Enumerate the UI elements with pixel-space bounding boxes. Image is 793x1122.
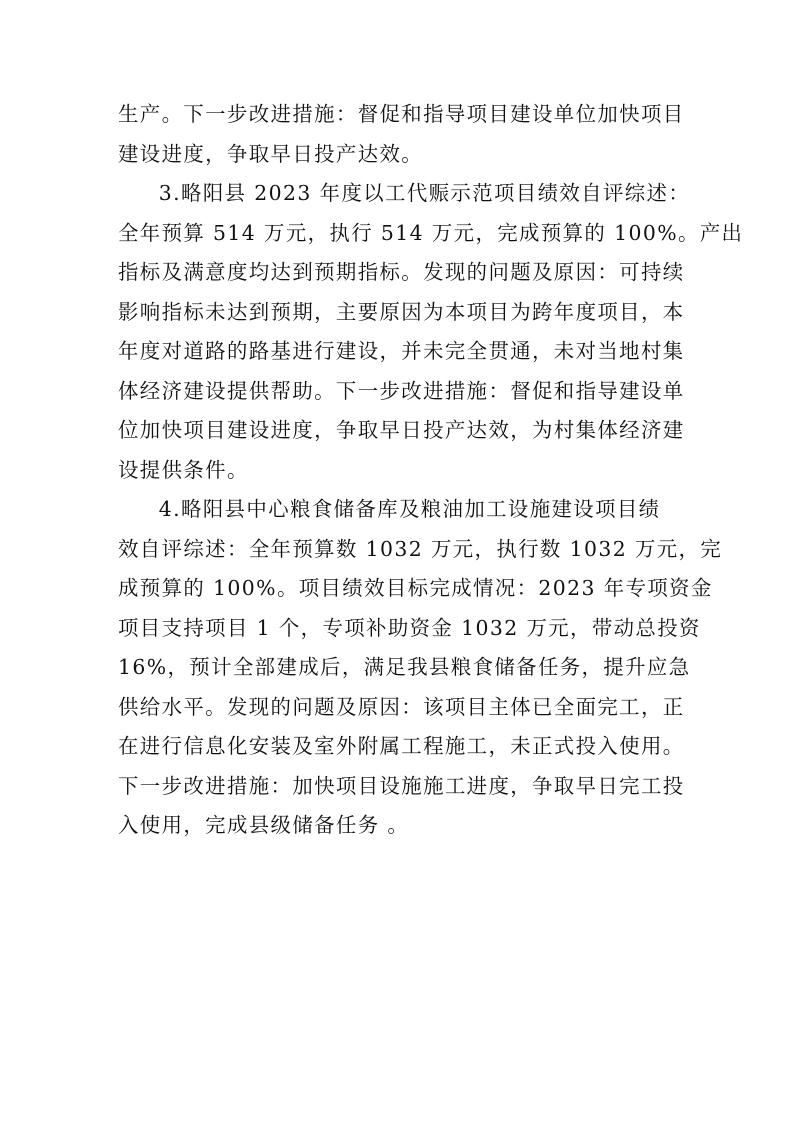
text-line: 位加快项目建设进度，争取早日投产达效，为村集体经济建	[118, 418, 685, 442]
text-line: 供给水平。发现的问题及原因：该项目主体已全面完工，正	[118, 694, 685, 719]
text-line: 项目支持项目 1 个，专项补助资金 1032 万元，带动总投资	[118, 615, 701, 640]
text-line: 体经济建设提供帮助。下一步改进措施：督促和指导建设单	[118, 378, 685, 403]
text-line: 全年预算 514 万元，执行 514 万元，完成预算的 100%。产出	[118, 220, 744, 245]
text-line: 入使用，完成县级储备任务 。	[118, 813, 410, 837]
text-line: 3.略阳县 2023 年度以工代赈示范项目绩效自评综述：	[158, 181, 691, 205]
text-line: 影响指标未达到预期，主要原因为本项目为跨年度项目，本	[118, 299, 685, 324]
text-line: 下一步改进措施：加快项目设施施工进度，争取早日完工投	[118, 773, 685, 798]
text-line: 成预算的 100%。项目绩效目标完成情况：2023 年专项资金	[118, 576, 713, 600]
text-line: 效自评综述：全年预算数 1032 万元，执行数 1032 万元，完	[118, 536, 723, 561]
text-line: 年度对道路的路基进行建设，并未完全贯通，未对当地村集	[118, 339, 685, 363]
text-line: 4.略阳县中心粮食储备库及粮油加工设施建设项目绩	[158, 497, 661, 521]
text-line: 建设进度，争取早日投产达效。	[118, 141, 424, 166]
text-line: 16%，预计全部建成后，满足我县粮食储备任务，提升应急	[118, 655, 691, 679]
paragraph-item-3	[118, 174, 744, 490]
paragraph-item-4	[118, 490, 723, 846]
text-line: 设提供条件。	[118, 457, 249, 482]
text-line: 生产。下一步改进措施：督促和指导项目建设单位加快项目	[118, 102, 685, 126]
text-line: 在进行信息化安装及室外附属工程施工，未正式投入使用。	[118, 734, 685, 758]
text-line: 指标及满意度均达到预期指标。发现的问题及原因：可持续	[118, 260, 685, 284]
paragraph-continuation	[118, 95, 685, 174]
document-body	[118, 95, 744, 846]
